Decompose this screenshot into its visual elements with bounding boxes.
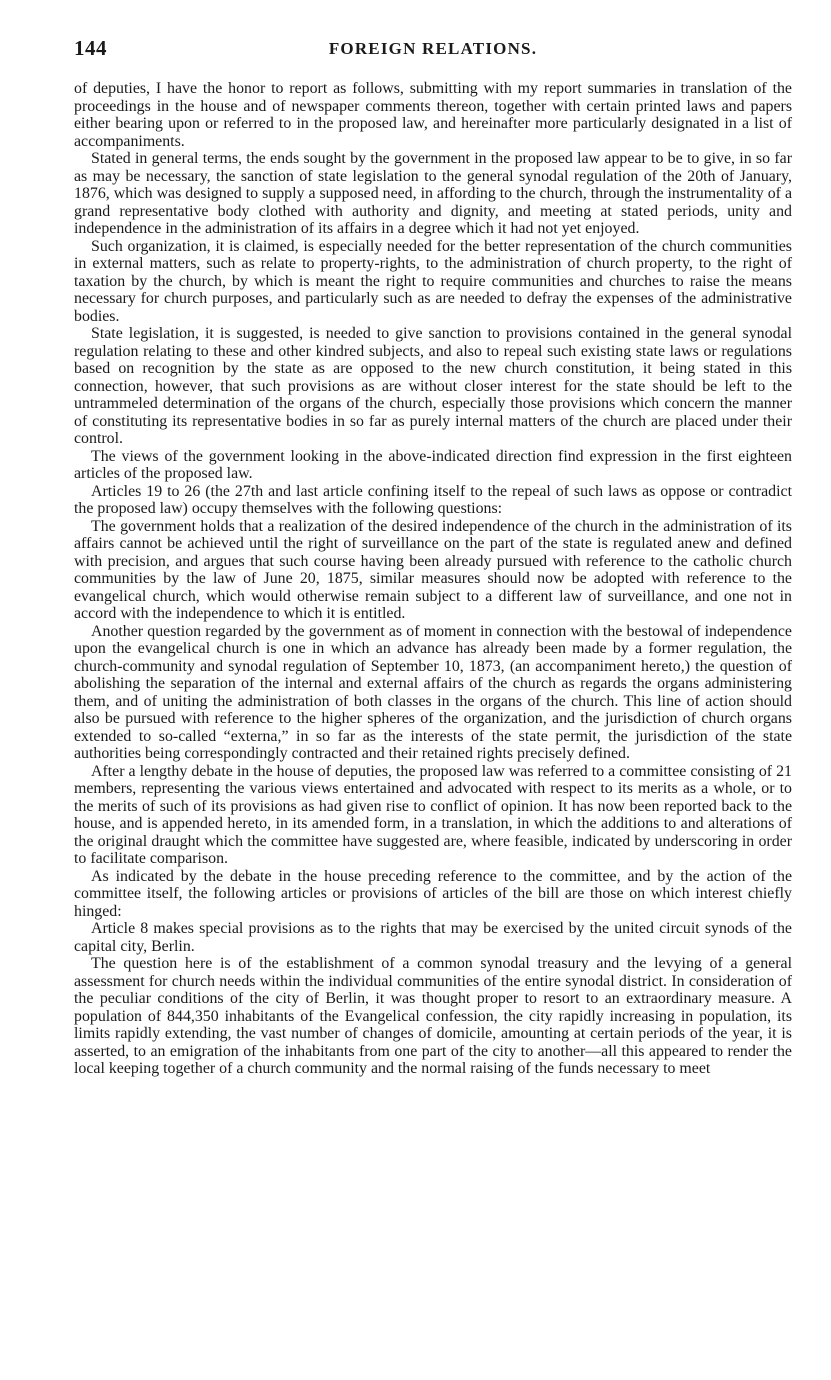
paragraph: After a lengthy debate in the house of deputies, the proposed law was referred to a committee consisting of 21 members, representing the various views entertained and advocated with respect to its merits as a whole, or to the merits of such of its provisions as had given rise to conflict of opinion. It has now been reported back to the house, and is appended hereto, in its amended form, in a translation, in which the additions to and alterations of the original draught which the committee have suggested are, where feasible, indicated by underscoring in order to facilitate comparison. — [74, 762, 792, 867]
document-page — [74, 36, 792, 1078]
paragraph: Article 8 makes special provisions as to the rights that may be exercised by the united circuit synods of the capital city, Berlin. — [74, 920, 792, 955]
paragraph: Such organization, it is claimed, is especially needed for the better representation of the church communities in external matters, such as relate to property-rights, to the administration of church property, to the right of taxation by the church, by which is meant the right to require communities and churches to raise the means necessary for church purposes, and particularly such as are needed to defray the expenses of the administrative bodies. — [74, 237, 792, 325]
paragraph: The question here is of the establishment of a common synodal treasury and the levying of a general assessment for church needs within the individual communities of the entire synodal district. In consideration of the peculiar conditions of the city of Berlin, it was thought proper to resort to an extraordinary measure. A population of 844,350 inhabitants of the Evangelical confession, the city rapidly increasing in population, its limits rapidly extending, the vast number of changes of domicile, amounting at certain periods of the year, it is asserted, to an emigration of the inhabitants from one part of the city to another—all this appeared to render the local keeping together of a church community and the normal raising of the funds necessary to meet — [74, 955, 792, 1077]
paragraph: of deputies, I have the honor to report as follows, submitting with my report summaries in translation of the proceedings in the house and of newspaper comments thereon, together with certain printed laws and papers either bearing upon or referred to in the proposed law, and hereinafter more particularly designated in a list of accompaniments. — [74, 80, 792, 150]
paragraph: State legislation, it is suggested, is needed to give sanction to provisions contained in the general synodal regulation relating to these and other kindred subjects, and also to repeal such existing state laws or regulations based on recognition by the state as are opposed to the new church constitution, it being stated in this connection, however, that such provisions as are without closer interest for the state should be left to the untrammeled determination of the organs of the church, especially those provisions which concern the manner of constituting its representative bodies in so far as purely internal matters of the church are placed under their control. — [74, 325, 792, 447]
paragraph: Stated in general terms, the ends sought by the government in the proposed law appear to be to give, in so far as may be necessary, the sanction of state legislation to the general synodal regulation of the 20th of January, 1876, which was designed to supply a supposed need, in affording to the church, through the instrumentality of a grand representative body clothed with authority and dignity, and meeting at stated periods, unity and independence in the administration of its affairs in a degree which it had not yet enjoyed. — [74, 150, 792, 237]
page-header — [74, 36, 792, 66]
running-head: FOREIGN RELATIONS. — [328, 39, 538, 58]
paragraph: As indicated by the debate in the house preceding reference to the committee, and by the action of the committee itself, the following articles or provisions of articles of the bill are those on which interest chiefly hinged: — [74, 867, 792, 920]
paragraph: Articles 19 to 26 (the 27th and last article confining itself to the repeal of such laws as oppose or contradict the proposed law) occupy themselves with the following questions: — [74, 482, 792, 517]
body-text — [74, 80, 792, 1078]
page-number: 144 — [74, 36, 107, 60]
paragraph: The views of the government looking in the above-indicated direction find expression in the first eighteen articles of the proposed law. — [74, 447, 792, 482]
paragraph: Another question regarded by the government as of moment in connection with the bestowal of independence upon the evangelical church is one in which an advance has already been made by a former regulation, the church-community and synodal regulation of September 10, 1873, (an accompaniment hereto,) the question of abolishing the separation of the internal and external affairs of the church as regards the organs administering them, and of uniting the administration of both classes in the organs of the church. This line of action should also be pursued with reference to the higher spheres of the organization, and the jurisdiction of church organs extended to so-called “externa,” in so far as the interests of the state permit, the jurisdiction of the state authorities being correspondingly contracted and their retained rights precisely defined. — [74, 622, 792, 762]
paragraph: The government holds that a realization of the desired independence of the church in the administration of its affairs cannot be achieved until the right of surveillance on the part of the state is regulated anew and defined with precision, and argues that such course having been already pursued with reference to the catholic church communities by the law of June 20, 1875, similar measures should now be adopted with reference to the evangelical church, which would otherwise remain subject to a different law of surveillance, and one not in accord with the independence to which it is entitled. — [74, 517, 792, 622]
